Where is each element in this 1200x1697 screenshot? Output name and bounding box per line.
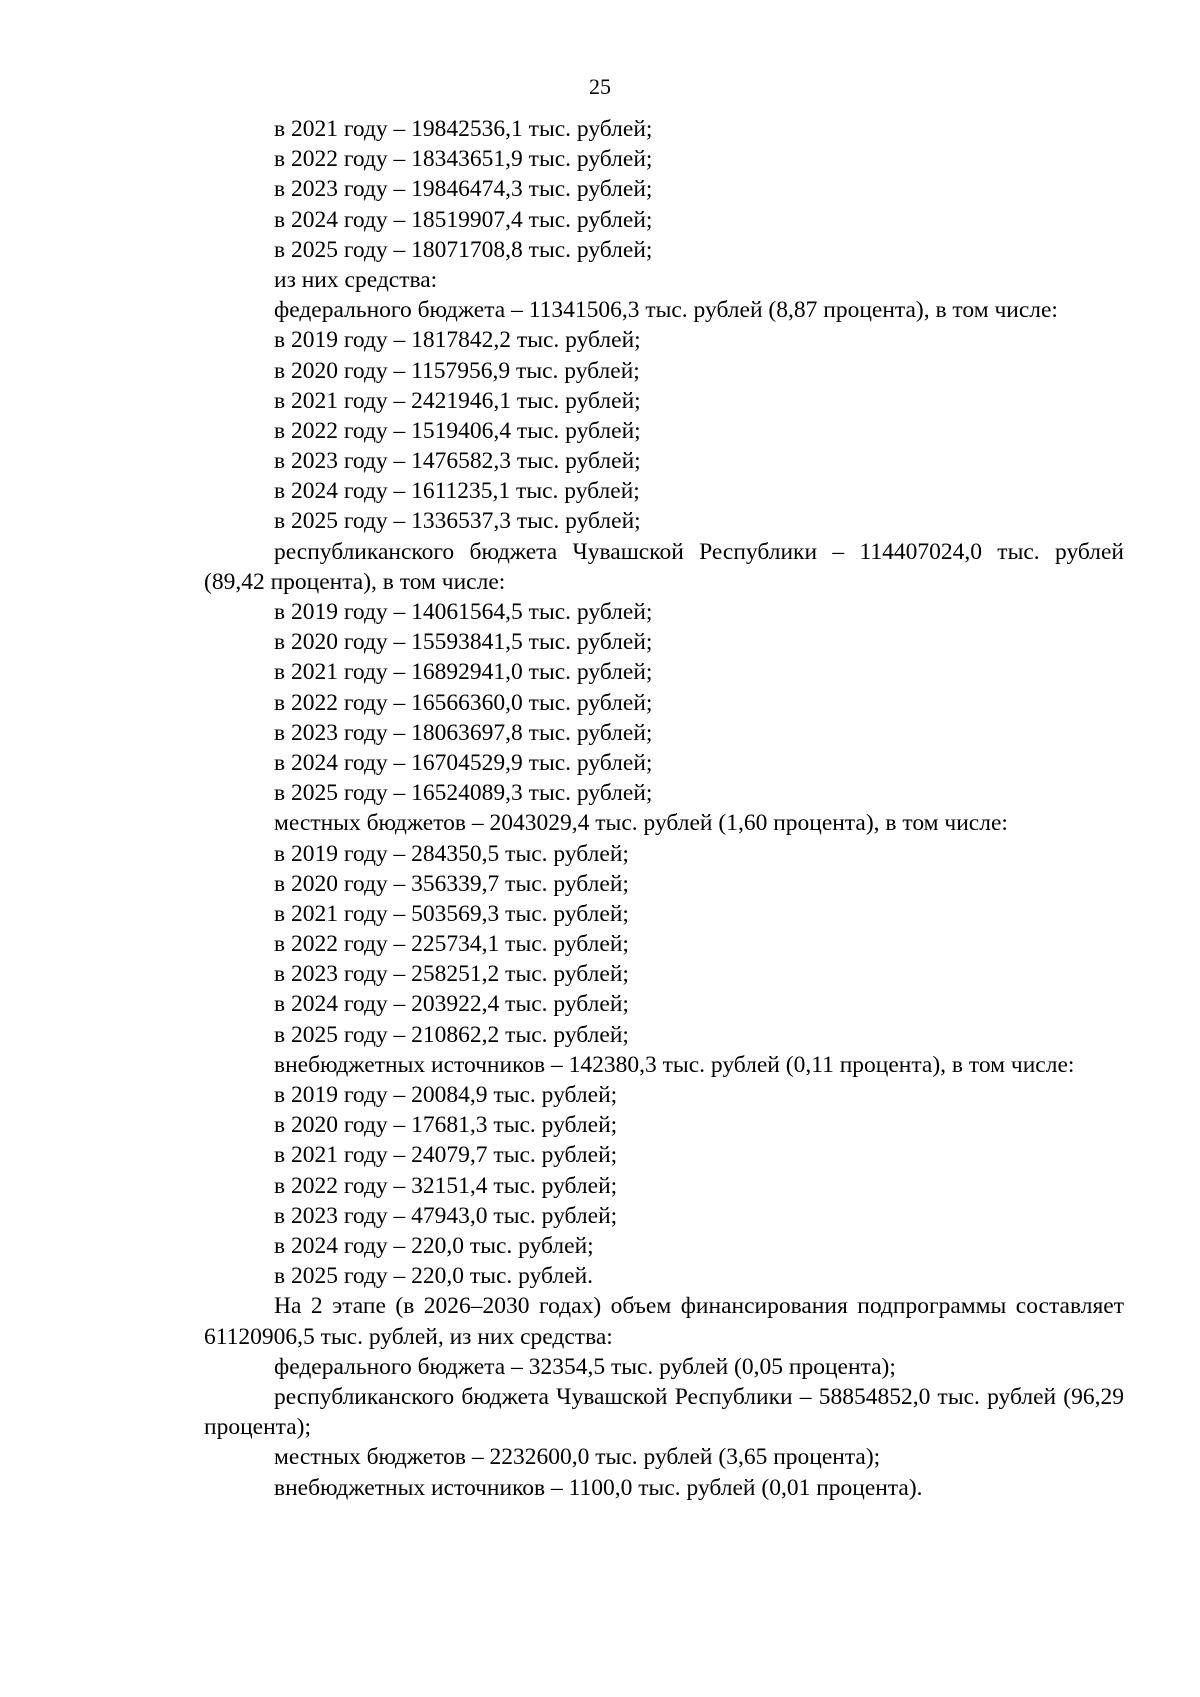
republic-year-line: в 2023 году – 18063697,8 тыс. рублей; [274,719,653,746]
extrabudgetary-year-line: в 2025 году – 220,0 тыс. рублей. [274,1263,594,1290]
republic-year-line: в 2024 году – 16704529,9 тыс. рублей; [274,749,653,776]
republic-year-line: в 2019 году – 14061564,5 тыс. рублей; [274,599,653,626]
extrabudgetary-year-line: в 2023 году – 47943,0 тыс. рублей; [274,1202,618,1229]
local-year-line: в 2021 году – 503569,3 тыс. рублей; [274,900,629,927]
republic-year-line: в 2020 году – 15593841,5 тыс. рублей; [274,629,653,656]
federal-year-line: в 2021 году – 2421946,1 тыс. рублей; [274,387,641,414]
local-year-line: в 2022 году – 225734,1 тыс. рублей; [274,931,629,958]
page-number: 25 [589,74,611,99]
stage2-republic-paragraph: республиканского бюджета Чувашской Республики – 58854852,0 тыс. рублей (96,29 процента); [204,1383,1124,1441]
stage2-extrabudgetary-line: внебюджетных источников – 1100,0 тыс. рублей (0,01 процента). [274,1474,923,1501]
extrabudgetary-year-line: в 2019 году – 20084,9 тыс. рублей; [274,1082,618,1109]
local-year-line: в 2019 году – 284350,5 тыс. рублей; [274,840,629,867]
federal-year-line: в 2019 году – 1817842,2 тыс. рублей; [274,327,641,354]
extrabudgetary-year-line: в 2022 году – 32151,4 тыс. рублей; [274,1172,618,1199]
republic-year-line: в 2025 году – 16524089,3 тыс. рублей; [274,780,653,807]
text-line: в 2025 году – 18071708,8 тыс. рублей; [274,236,653,263]
local-year-line: в 2025 году – 210862,2 тыс. рублей; [274,1021,629,1048]
extrabudgetary-year-line: в 2020 году – 17681,3 тыс. рублей; [274,1112,618,1139]
text-line: в 2023 году – 19846474,3 тыс. рублей; [274,176,653,203]
extrabudgetary-paragraph: внебюджетных источников – 142380,3 тыс. рублей (0,11 процента), в том числе: [274,1051,1075,1078]
republic-year-line: в 2021 году – 16892941,0 тыс. рублей; [274,659,653,686]
stage2-federal-line: федерального бюджета – 32354,5 тыс. рублей (0,05 процента); [274,1353,896,1380]
republic-year-line: в 2022 году – 16566360,0 тыс. рублей; [274,689,653,716]
federal-year-line: в 2022 году – 1519406,4 тыс. рублей; [274,417,641,444]
federal-budget-paragraph: федерального бюджета – 11341506,3 тыс. рублей (8,87 процента), в том числе: [274,297,1058,324]
text-line: в 2021 году – 19842536,1 тыс. рублей; [274,116,653,142]
federal-year-line: в 2023 году – 1476582,3 тыс. рублей; [274,448,641,475]
local-year-line: в 2024 году – 203922,4 тыс. рублей; [274,991,629,1018]
extrabudgetary-year-line: в 2024 году – 220,0 тыс. рублей; [274,1233,594,1259]
local-budget-paragraph: местных бюджетов – 2043029,4 тыс. рублей (1,60 процента), в том числе: [274,810,1008,837]
federal-year-line: в 2020 году – 1157956,9 тыс. рублей; [274,357,640,384]
extrabudgetary-year-line: в 2021 году – 24079,7 тыс. рублей; [274,1142,618,1169]
federal-year-line: в 2025 году – 1336537,3 тыс. рублей; [274,508,641,535]
text-line: из них средства: [274,266,438,293]
local-year-line: в 2023 году – 258251,2 тыс. рублей; [274,961,629,988]
federal-year-line: в 2024 году – 1611235,1 тыс. рублей; [274,478,640,505]
local-year-line: в 2020 году – 356339,7 тыс. рублей; [274,870,629,897]
document-body [204,114,1124,1503]
text-line: в 2024 году – 18519907,4 тыс. рублей; [274,206,653,233]
stage2-paragraph: На 2 этапе (в 2026–2030 годах) объем финансирования подпрограммы составляет 61120906,5 тыс. рублей, из них средства: [204,1293,1124,1350]
text-line: в 2022 году – 18343651,9 тыс. рублей; [274,146,653,173]
republic-budget-paragraph: республиканского бюджета Чувашской Республики – 114407024,0 тыс. рублей (89,42 процента), в том числе: [204,538,1124,595]
stage2-local-line: местных бюджетов – 2232600,0 тыс. рублей (3,65 процента); [274,1444,881,1471]
